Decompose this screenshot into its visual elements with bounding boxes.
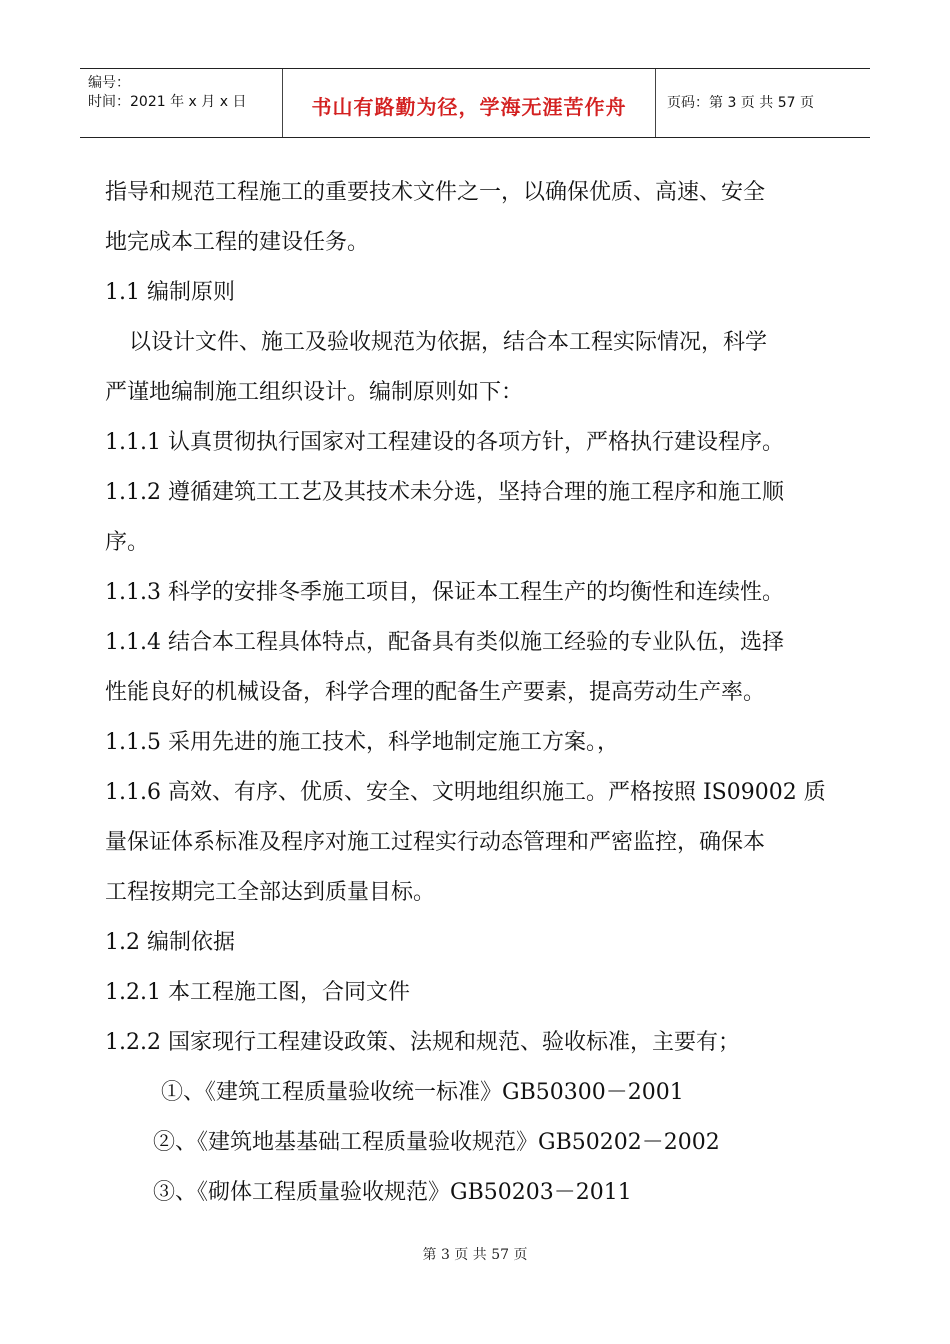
body-line: 量保证体系标准及程序对施工过程实行动态管理和严密监控，确保本 (105, 830, 766, 855)
list-item: ①、《建筑工程质量验收统一标准》GB50300－2001 (161, 1080, 684, 1105)
body-line: 以设计文件、施工及验收规范为依据，结合本工程实际情况，科学 (129, 330, 768, 355)
body-line: 1.1.4 结合本工程具体特点，配备具有类似施工经验的专业队伍，选择 (105, 630, 784, 655)
header-page-cell (657, 69, 870, 137)
body-line: 序。 (105, 530, 150, 555)
body-line: 1.1.5 采用先进的施工技术，科学地制定施工方案。， (105, 730, 619, 755)
body-line: 指导和规范工程施工的重要技术文件之一，以确保优质、高速、安全 (105, 180, 766, 205)
body-line: 1.2.2 国家现行工程建设政策、法规和规范、验收标准，主要有； (105, 1030, 740, 1055)
page-footer: 第 3 页 共 57 页 (422, 1247, 528, 1263)
body-line: 地完成本工程的建设任务。 (105, 230, 370, 255)
serial-label: 编号： (88, 75, 130, 91)
body-line: 1.1.1 认真贯彻执行国家对工程建设的各项方针，严格执行建设程序。 (105, 430, 784, 455)
time-label: 时间：2021 年 x 月 x 日 (88, 94, 247, 110)
section-heading: 1.1 编制原则 (105, 280, 235, 305)
header-meta-cell (80, 69, 283, 137)
document-body (105, 168, 847, 1218)
body-line: 1.1.2 遵循建筑工工艺及其技术未分选，坚持合理的施工程序和施工顺 (105, 480, 784, 505)
body-line: 1.1.3 科学的安排冬季施工项目，保证本工程生产的均衡性和连续性。 (105, 580, 784, 605)
list-item: ②、《建筑地基基础工程质量验收规范》GB50202－2002 (153, 1130, 720, 1155)
body-line: 严谨地编制施工组织设计。编制原则如下： (105, 380, 524, 405)
body-line: 1.2.1 本工程施工图，合同文件 (105, 980, 410, 1005)
header-motto: 书山有路勤为径，学海无涯苦作舟 (311, 95, 627, 119)
header-page-code: 页码：第 3 页 共 57 页 (667, 95, 814, 111)
body-line: 工程按期完工全部达到质量目标。 (105, 880, 436, 905)
body-line: 1.1.6 高效、有序、优质、安全、文明地组织施工。严格按照 IS09002 质 (105, 780, 826, 805)
page-header (80, 68, 870, 138)
header-motto-cell (283, 69, 656, 137)
body-line: 性能良好的机械设备，科学合理的配备生产要素，提高劳动生产率。 (105, 680, 766, 705)
section-heading: 1.2 编制依据 (105, 930, 235, 955)
list-item: ③、《砌体工程质量验收规范》GB50203－2011 (153, 1180, 632, 1205)
